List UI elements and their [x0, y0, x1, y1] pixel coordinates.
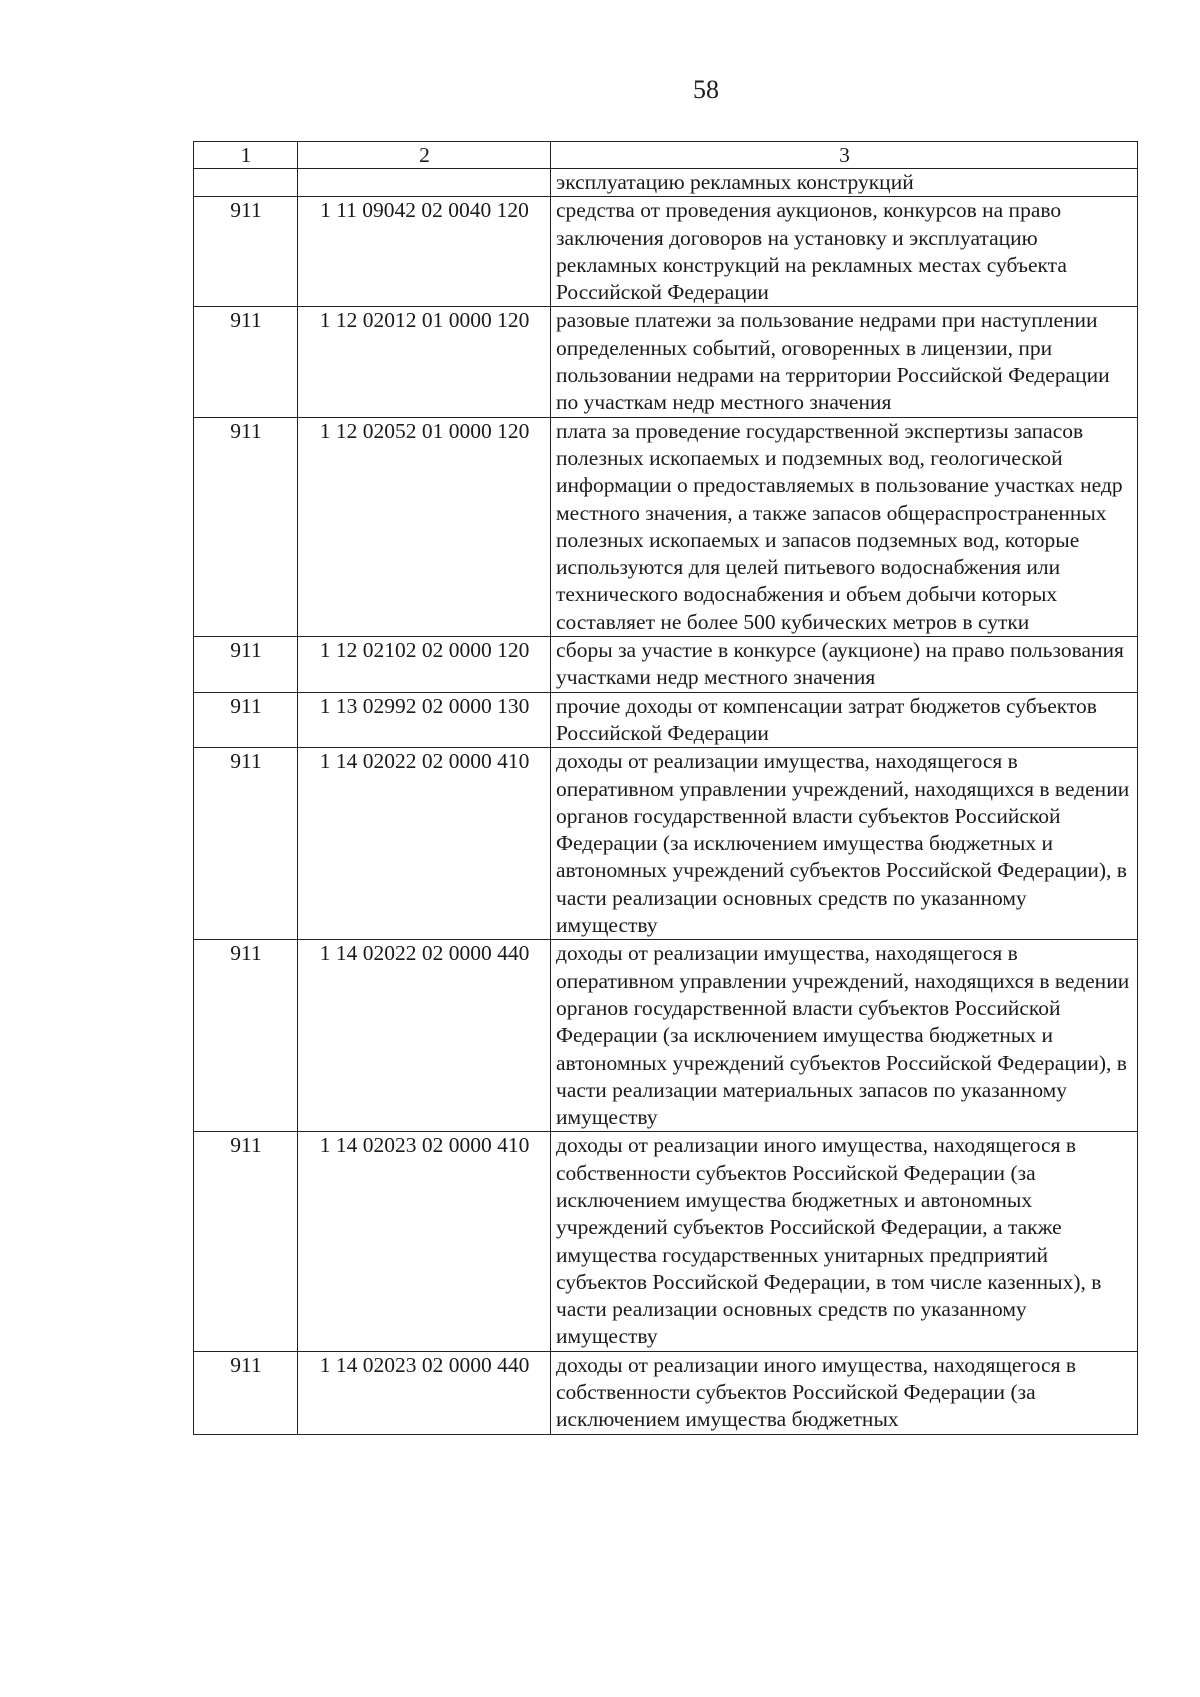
revenue-code-cell: 1 13 02992 02 0000 130 [298, 692, 551, 748]
admin-code-cell: 911 [194, 197, 298, 307]
column-header-1: 1 [194, 142, 298, 169]
admin-code-cell: 911 [194, 307, 298, 417]
description-cell: доходы от реализации иного имущества, находящегося в собственности субъектов Российской Федерации (за исключением имущества бюджетных [551, 1351, 1138, 1434]
revenue-code-cell: 1 12 02102 02 0000 120 [298, 637, 551, 693]
table-row [194, 169, 1138, 197]
revenue-code-cell: 1 11 09042 02 0040 120 [298, 197, 551, 307]
revenue-code-cell: 1 14 02022 02 0000 440 [298, 940, 551, 1132]
budget-revenue-table [193, 141, 1138, 1435]
column-header-3: 3 [551, 142, 1138, 169]
revenue-code-cell: 1 12 02052 01 0000 120 [298, 417, 551, 636]
admin-code-cell: 911 [194, 1132, 298, 1351]
admin-code-cell: 911 [194, 417, 298, 636]
table-row [194, 748, 1138, 940]
column-header-2: 2 [298, 142, 551, 169]
description-cell: средства от проведения аукционов, конкурсов на право заключения договоров на установку и эксплуатацию рекламных конструкций на рекламных местах субъекта Российской Федерации [551, 197, 1138, 307]
revenue-code-cell [298, 169, 551, 197]
table-row [194, 307, 1138, 417]
table-row [194, 940, 1138, 1132]
description-cell: эксплуатацию рекламных конструкций [551, 169, 1138, 197]
page-number: 58 [693, 75, 719, 104]
description-cell: прочие доходы от компенсации затрат бюджетов субъектов Российской Федерации [551, 692, 1138, 748]
description-cell: доходы от реализации иного имущества, находящегося в собственности субъектов Российской Федерации (за исключением имущества бюджетных и автономных учреждений субъектов Российской Федерации, а также имущества государственных унитарных предприятий субъектов Российской Федерации, в том числе казенных), в части реализации основных средств по указанному имуществу [551, 1132, 1138, 1351]
admin-code-cell: 911 [194, 940, 298, 1132]
table-row [194, 417, 1138, 636]
table-row [194, 1132, 1138, 1351]
revenue-code-cell: 1 14 02023 02 0000 410 [298, 1132, 551, 1351]
description-cell: доходы от реализации имущества, находящегося в оперативном управлении учреждений, находящихся в ведении органов государственной власти субъектов Российской Федерации (за исключением имущества бюджетных и автономных учреждений субъектов Российской Федерации), в части реализации материальных запасов по указанному имуществу [551, 940, 1138, 1132]
description-cell: плата за проведение государственной экспертизы запасов полезных ископаемых и подземных вод, геологической информации о предоставляемых в пользование участках недр местного значения, а также запасов общераспространенных полезных ископаемых и запасов подземных вод, которые используются для целей питьевого водоснабжения или технического водоснабжения и объем добычи которых составляет не более 500 кубических метров в сутки [551, 417, 1138, 636]
admin-code-cell: 911 [194, 637, 298, 693]
admin-code-cell: 911 [194, 748, 298, 940]
description-cell: разовые платежи за пользование недрами при наступлении определенных событий, оговоренных в лицензии, при пользовании недрами на территории Российской Федерации по участкам недр местного значения [551, 307, 1138, 417]
admin-code-cell: 911 [194, 692, 298, 748]
table-row [194, 1351, 1138, 1434]
revenue-code-cell: 1 14 02022 02 0000 410 [298, 748, 551, 940]
table-header-row [194, 142, 1138, 169]
revenue-code-cell: 1 14 02023 02 0000 440 [298, 1351, 551, 1434]
admin-code-cell [194, 169, 298, 197]
table-row [194, 637, 1138, 693]
description-cell: сборы за участие в конкурсе (аукционе) на право пользования участками недр местного значения [551, 637, 1138, 693]
revenue-code-cell: 1 12 02012 01 0000 120 [298, 307, 551, 417]
admin-code-cell: 911 [194, 1351, 298, 1434]
table-row [194, 197, 1138, 307]
table-row [194, 692, 1138, 748]
description-cell: доходы от реализации имущества, находящегося в оперативном управлении учреждений, находящихся в ведении органов государственной власти субъектов Российской Федерации (за исключением имущества бюджетных и автономных учреждений субъектов Российской Федерации), в части реализации основных средств по указанному имуществу [551, 748, 1138, 940]
